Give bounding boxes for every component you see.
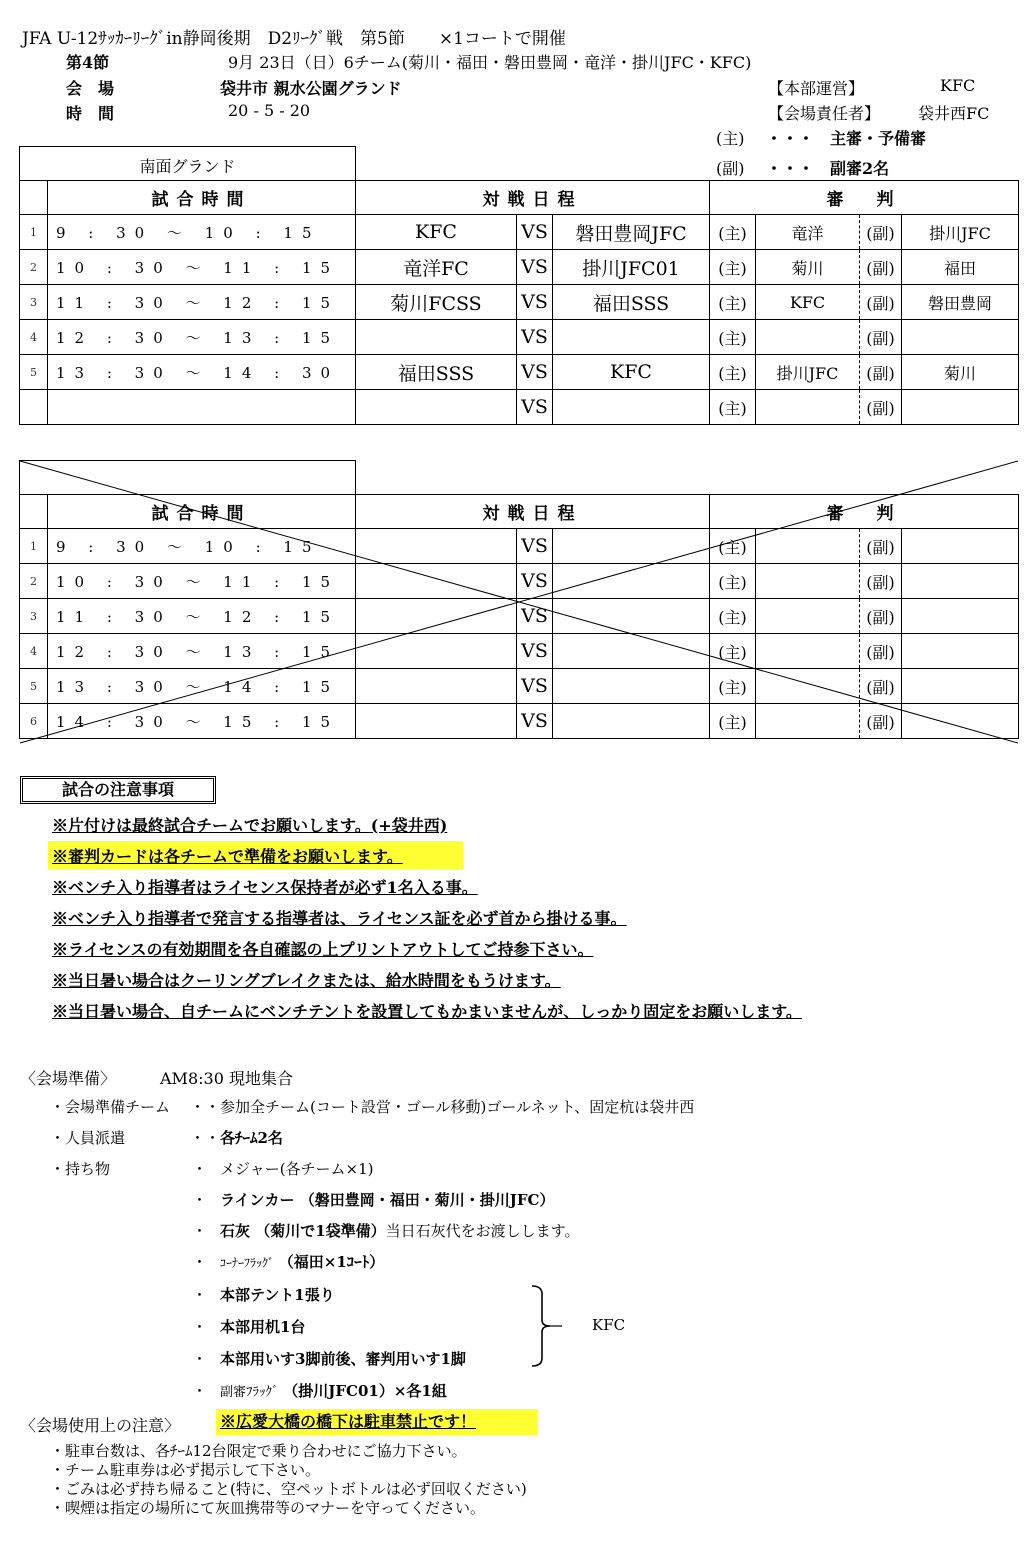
usage-no-parking-highlight: ※広愛大橋の橋下は駐車禁止です！ [216,1409,538,1435]
match-time: 13 : 30 ～ 14 : 30 [48,355,356,390]
main-ref-mark: (主) [710,564,756,599]
prep-item-corner-flag [220,1251,384,1272]
hq-value: KFC [940,76,976,95]
sub-ref-mark: (副) [860,285,902,320]
prep-item-liner: ラインカー （磐田豊岡・福田・菊川・掛川JFC） [220,1191,555,1209]
home-team: 福田SSS [356,355,517,390]
bullet: ・ [192,1350,208,1368]
time-label: 時 間 [66,104,115,123]
main-ref-mark: (主) [710,704,756,739]
round-label: 第4節 [66,53,110,72]
prep-item-corner-flag-name: ｺｰﾅｰﾌﾗｯｸﾞ [220,1256,275,1270]
note-item: ※当日暑い場合、自チームにベンチテントを設置してもかまいませんが、しっかり固定をお願いします。 [52,1002,802,1021]
main-ref-mark: (主) [710,599,756,634]
match-time: 9 : 30 ～ 10 : 15 [48,529,356,564]
sub-ref-team: 磐田豊岡 [902,285,1019,320]
usage-line: ・喫煙は指定の場所にて灰皿携帯等のマナーを守ってください。 [50,1499,486,1517]
note-item: ※片付けは最終試合チームでお願いします。(+袋井西) [52,816,448,835]
main-ref-team: 竜洋 [756,215,860,250]
sub-ref-team: 菊川 [902,355,1019,390]
ground-name: 南面グランド [139,157,236,176]
manager-label: 【会場責任者】 [768,104,881,123]
document-title: JFA U-12ｻｯｶｰﾘｰｸﾞin静岡後期 D2ﾘｰｸﾞ戦 第5節 ×1コートで開催 [22,29,566,49]
prep-item-tent: 本部テント1張り [220,1286,335,1304]
prep-item-corner-flag-detail: （福田×1ｺｰﾄ） [278,1253,385,1271]
vs-label: VS [517,320,553,355]
main-ref-mark: (主) [710,529,756,564]
main-ref-mark: (主) [710,669,756,704]
usage-line: ・駐車台数は、各ﾁｰﾑ12台限定で乗り合わせにご協力下さい。 [50,1442,467,1460]
prep-item-ref-flag-detail: （掛川JFC01）×各1組 [283,1382,447,1400]
main-ref-mark: (主) [710,390,756,425]
note-item: ※ライセンスの有効期間を各自確認の上プリントアウトしてご持参下さい。 [52,940,594,959]
sub-ref-mark: (副) [860,634,902,669]
main-ref-mark: (主) [710,215,756,250]
hq-label: 【本部運営】 [768,79,865,98]
vs-label: VS [517,250,553,285]
bullet: ・ [192,1160,208,1178]
legend-main-text: ・・・ 主審・予備審 [766,129,927,148]
sub-ref-mark: (副) [860,390,902,425]
row-number: 1 [20,529,48,564]
main-ref-mark: (主) [710,250,756,285]
vs-label: VS [517,634,553,669]
vs-label: VS [517,390,553,425]
prep-team-dots: ・・ [190,1098,221,1116]
note-item: ※審判カードは各チームで準備をお願いします。 [48,841,463,870]
row-number: 2 [20,564,48,599]
vs-label: VS [517,564,553,599]
header-match: 対戦日程 [356,181,710,215]
vs-label: VS [517,669,553,704]
note-item: ※当日暑い場合はクーリングブレイクまたは、給水時間をもうけます。 [52,971,561,990]
main-ref-mark: (主) [710,355,756,390]
sub-ref-team: 掛川JFC [902,215,1019,250]
main-ref-mark: (主) [710,285,756,320]
main-ref-team: KFC [756,285,860,320]
usage-line: ・ごみは必ず持ち帰ること(特に、空ペットボトルは必ず回収ください) [50,1480,527,1498]
prep-items-label: ・持ち物 [50,1160,111,1178]
notes-title: 試合の注意事項 [20,776,216,804]
header-ref: 審 判 [710,495,1019,529]
row-number: 5 [20,355,48,390]
venue-label: 会 場 [66,79,115,98]
prep-time: AM8:30 現地集合 [160,1069,293,1088]
prep-item-measure: メジャー(各チーム×1) [220,1160,374,1178]
row-number: 1 [20,215,48,250]
bullet: ・ [192,1191,208,1209]
header-match: 対戦日程 [356,495,710,529]
prep-team-label: ・会場準備チーム [50,1098,171,1116]
bullet: ・ [192,1253,208,1271]
time-value: 20 - 5 - 20 [228,101,311,120]
header-time: 試合時間 [48,181,356,215]
vs-label: VS [517,355,553,390]
row-number: 3 [20,599,48,634]
match-time: 10 : 30 ～ 11 : 15 [48,564,356,599]
bracket-icon [528,1284,568,1368]
prep-staff-label: ・人員派遣 [50,1129,126,1147]
header-ref: 審 判 [710,181,1019,215]
match-time: 11 : 30 ～ 12 : 15 [48,599,356,634]
legend-main-mark: (主) [716,129,745,148]
vs-label: VS [517,215,553,250]
bracket-label: KFC [592,1316,626,1334]
away-team: KFC [553,355,710,390]
home-team: 菊川FCSS [356,285,517,320]
prep-title: 〈会場準備〉 [20,1069,117,1088]
header-time: 試合時間 [48,495,356,529]
round-value: 9月 23日（日）6チーム(菊川・福田・磐田豊岡・竜洋・掛川JFC・KFC) [228,53,752,72]
match-time: 9 : 30 ～ 10 : 15 [48,215,356,250]
match-time: 12 : 30 ～ 13 : 15 [48,634,356,669]
legend-sub-text: ・・・ 副審2名 [766,159,890,178]
bullet: ・ [192,1222,208,1240]
prep-item-lime-main: 石灰 （菊川で1袋準備） [220,1222,386,1240]
vs-label: VS [517,704,553,739]
sub-ref-mark: (副) [860,564,902,599]
manager-value: 袋井西FC [918,104,990,123]
prep-item-desk: 本部用机1台 [220,1318,306,1336]
prep-staff-dots: ・・ [190,1129,221,1147]
match-time: 10 : 30 ～ 11 : 15 [48,250,356,285]
bullet: ・ [192,1286,208,1304]
note-item: ※ベンチ入り指導者はライセンス保持者が必ず1名入る事。 [52,878,478,897]
main-ref-team: 菊川 [756,250,860,285]
sub-ref-mark: (副) [860,215,902,250]
vs-label: VS [517,529,553,564]
match-time: 13 : 30 ～ 14 : 15 [48,669,356,704]
usage-title: 〈会場使用上の注意〉 [20,1416,181,1435]
prep-item-ref-flag-name: 副審ﾌﾗｯｸﾞ [220,1385,279,1400]
sub-ref-mark: (副) [860,599,902,634]
main-ref-mark: (主) [710,634,756,669]
sub-ref-team: 福田 [902,250,1019,285]
row-number: 5 [20,669,48,704]
vs-label: VS [517,599,553,634]
row-number: 2 [20,250,48,285]
away-team: 掛川JFC01 [553,250,710,285]
away-team: 磐田豊岡JFC [553,215,710,250]
prep-item-ref-flag [220,1380,447,1401]
prep-item-chairs: 本部用いす3脚前後、審判用いす1脚 [220,1350,466,1368]
match-time: 11 : 30 ～ 12 : 15 [48,285,356,320]
row-number: 3 [20,285,48,320]
sub-ref-mark: (副) [860,320,902,355]
sub-ref-mark: (副) [860,355,902,390]
prep-staff-value: 各ﾁｰﾑ2名 [220,1129,283,1147]
usage-line: ・チーム駐車券は必ず掲示して下さい。 [50,1461,321,1479]
main-ref-team: 掛川JFC [756,355,860,390]
prep-item-lime-note: 当日石灰代をお渡しします。 [385,1222,580,1240]
prep-item-lime [220,1220,579,1241]
cross-out-lines [0,0,1032,760]
row-number: 6 [20,704,48,739]
legend-sub-mark: (副) [716,159,745,178]
note-item: ※ベンチ入り指導者で発言する指導者は、ライセンス証を必ず首から掛ける事。 [52,909,627,928]
sub-ref-mark: (副) [860,529,902,564]
main-ref-mark: (主) [710,320,756,355]
bullet: ・ [192,1318,208,1336]
prep-team-value: 参加全チーム(コート設営・ゴール移動)ゴールネット、固定杭は袋井西 [220,1098,695,1116]
vs-label: VS [517,285,553,320]
bullet: ・ [192,1382,208,1400]
home-team: 竜洋FC [356,250,517,285]
match-time: 12 : 30 ～ 13 : 15 [48,320,356,355]
sub-ref-mark: (副) [860,250,902,285]
match-time: 14 : 30 ～ 15 : 15 [48,704,356,739]
row-number: 4 [20,320,48,355]
away-team: 福田SSS [553,285,710,320]
sub-ref-mark: (副) [860,669,902,704]
venue-value: 袋井市 親水公園グランド [220,79,402,98]
sub-ref-mark: (副) [860,704,902,739]
row-number: 4 [20,634,48,669]
home-team: KFC [356,215,517,250]
